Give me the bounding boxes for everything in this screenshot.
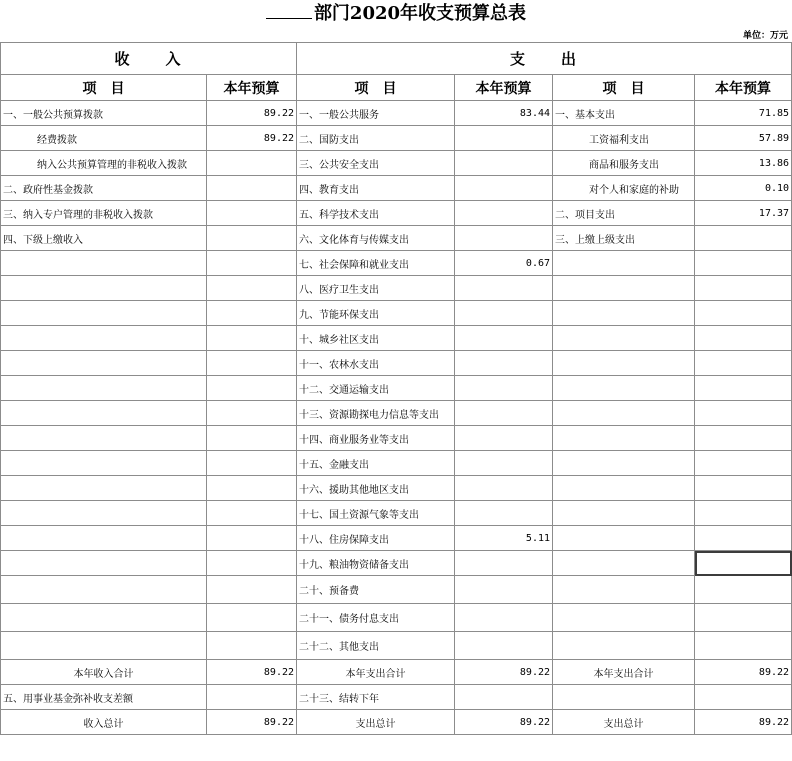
table-row — [1, 151, 792, 176]
income-item-cell[interactable]: 一、一般公共预算拨款 — [1, 101, 207, 126]
income-budget-cell[interactable] — [207, 426, 297, 451]
income-grand-value[interactable]: 89.22 — [207, 710, 297, 735]
expense-item-cell[interactable]: 二十、预备费 — [297, 576, 455, 604]
expense-grand-label[interactable]: 支出总计 — [297, 710, 455, 735]
expense-grand2-value[interactable]: 89.22 — [695, 710, 792, 735]
income-year-total-value[interactable]: 89.22 — [207, 660, 297, 685]
expense-econ-budget-cell[interactable] — [695, 226, 792, 251]
income-budget-cell[interactable] — [207, 376, 297, 401]
expense-item-cell[interactable]: 一、一般公共服务 — [297, 101, 455, 126]
income-budget-cell[interactable] — [207, 632, 297, 660]
expense-econ-budget-cell[interactable]: 57.89 — [695, 126, 792, 151]
expense-item-cell[interactable]: 四、教育支出 — [297, 176, 455, 201]
income-item-cell[interactable] — [1, 276, 207, 301]
expense-header[interactable]: 支 出 — [297, 43, 792, 75]
expense-econ-budget-cell[interactable] — [695, 501, 792, 526]
expense-item-cell[interactable]: 二、国防支出 — [297, 126, 455, 151]
expense-econ-budget-cell[interactable]: 13.86 — [695, 151, 792, 176]
expense-budget-cell[interactable] — [455, 126, 553, 151]
expense-econ-budget-cell[interactable] — [695, 576, 792, 604]
expense-item-cell[interactable]: 二十二、其他支出 — [297, 632, 455, 660]
expense-econ-budget-cell[interactable]: 0.10 — [695, 176, 792, 201]
expense-budget-cell[interactable] — [455, 226, 553, 251]
expense-econ-budget-cell[interactable] — [695, 426, 792, 451]
expense-econ-item-cell[interactable]: 二、项目支出 — [553, 201, 695, 226]
expense-item-cell[interactable]: 七、社会保障和就业支出 — [297, 251, 455, 276]
income-budget-cell[interactable] — [207, 276, 297, 301]
expense-econ-item-cell[interactable] — [553, 632, 695, 660]
col-item-income[interactable]: 项 目 — [1, 75, 207, 101]
expense-budget-cell[interactable] — [455, 326, 553, 351]
empty-cell[interactable] — [553, 685, 695, 710]
table-row — [1, 226, 792, 251]
income-budget-cell[interactable] — [207, 226, 297, 251]
table-row — [1, 301, 792, 326]
title-text: 部门2020年收支预算总表 — [313, 3, 527, 24]
income-item-cell[interactable] — [1, 301, 207, 326]
table-row — [1, 426, 792, 451]
income-item-cell[interactable]: 经费拨款 — [1, 126, 207, 151]
expense-econ-item-cell[interactable] — [553, 451, 695, 476]
income-budget-cell[interactable] — [207, 151, 297, 176]
income-budget-cell[interactable] — [207, 326, 297, 351]
expense-econ-item-cell[interactable]: 一、基本支出 — [553, 101, 695, 126]
expense-econ-budget-cell[interactable] — [695, 326, 792, 351]
expense-econ-budget-cell[interactable] — [695, 401, 792, 426]
table-row — [1, 326, 792, 351]
expense-econ-budget-cell[interactable]: 71.85 — [695, 101, 792, 126]
expense-item-cell[interactable]: 十六、援助其他地区支出 — [297, 476, 455, 501]
table-row — [1, 251, 792, 276]
income-budget-cell[interactable] — [207, 476, 297, 501]
table-row — [1, 551, 792, 576]
table-row — [1, 401, 792, 426]
income-budget-cell[interactable] — [207, 526, 297, 551]
expense-econ-item-cell[interactable]: 三、上缴上级支出 — [553, 226, 695, 251]
expense-budget-cell[interactable] — [455, 276, 553, 301]
expense-budget-cell[interactable] — [455, 176, 553, 201]
expense-budget-cell[interactable] — [455, 451, 553, 476]
income-budget-cell[interactable] — [207, 551, 297, 576]
income-budget-cell[interactable] — [207, 401, 297, 426]
carry-in-value[interactable] — [207, 685, 297, 710]
income-budget-cell[interactable] — [207, 501, 297, 526]
expense-year-total-value[interactable]: 89.22 — [455, 660, 553, 685]
col-item-expense-econ[interactable]: 项 目 — [553, 75, 695, 101]
expense-item-cell[interactable]: 十一、农林水支出 — [297, 351, 455, 376]
income-budget-cell[interactable] — [207, 301, 297, 326]
income-item-cell[interactable]: 纳入公共预算管理的非税收入拨款 — [1, 151, 207, 176]
expense-econ-budget-cell[interactable] — [695, 476, 792, 501]
expense-econ-budget-cell[interactable] — [695, 632, 792, 660]
income-grand-label[interactable]: 收入总计 — [1, 710, 207, 735]
expense-econ-item-cell[interactable] — [553, 604, 695, 632]
expense-item-cell[interactable]: 六、文化体育与传媒支出 — [297, 226, 455, 251]
expense-year-total-label[interactable]: 本年支出合计 — [297, 660, 455, 685]
income-item-cell[interactable] — [1, 526, 207, 551]
income-item-cell[interactable] — [1, 351, 207, 376]
table-row — [1, 176, 792, 201]
expense-budget-cell[interactable] — [455, 151, 553, 176]
total-row-year — [1, 660, 792, 685]
expense-item-cell[interactable]: 十三、资源勘探电力信息等支出 — [297, 401, 455, 426]
expense-budget-cell[interactable] — [455, 401, 553, 426]
expense-econ-item-cell[interactable] — [553, 576, 695, 604]
table-row — [1, 526, 792, 551]
income-item-cell[interactable] — [1, 604, 207, 632]
expense-item-cell[interactable]: 十四、商业服务业等支出 — [297, 426, 455, 451]
expense-econ-item-cell[interactable]: 商品和服务支出 — [553, 151, 695, 176]
expense-budget-cell[interactable]: 83.44 — [455, 101, 553, 126]
expense-item-cell[interactable]: 九、节能环保支出 — [297, 301, 455, 326]
expense-econ-item-cell[interactable]: 对个人和家庭的补助 — [553, 176, 695, 201]
col-item-expense[interactable]: 项 目 — [297, 75, 455, 101]
expense-budget-cell[interactable] — [455, 201, 553, 226]
title-blank-line — [266, 0, 312, 19]
expense-econ-item-cell[interactable] — [553, 351, 695, 376]
expense-econ-item-cell[interactable] — [553, 526, 695, 551]
table-row — [1, 576, 792, 604]
expense-budget-cell[interactable] — [455, 476, 553, 501]
income-item-cell[interactable] — [1, 326, 207, 351]
expense-year-total2-label[interactable]: 本年支出合计 — [553, 660, 695, 685]
table-row — [1, 101, 792, 126]
income-budget-cell[interactable] — [207, 451, 297, 476]
income-budget-cell[interactable] — [207, 351, 297, 376]
income-budget-cell[interactable] — [207, 576, 297, 604]
expense-econ-item-cell[interactable] — [553, 276, 695, 301]
expense-budget-cell[interactable] — [455, 604, 553, 632]
expense-budget-cell[interactable] — [455, 632, 553, 660]
expense-budget-cell[interactable] — [455, 301, 553, 326]
expense-budget-cell[interactable]: 5.11 — [455, 526, 553, 551]
header-row-2 — [1, 75, 792, 101]
expense-econ-item-cell[interactable]: 工资福利支出 — [553, 126, 695, 151]
expense-item-cell[interactable]: 十五、金融支出 — [297, 451, 455, 476]
expense-item-cell[interactable]: 二十一、债务付息支出 — [297, 604, 455, 632]
expense-econ-budget-cell[interactable] — [695, 276, 792, 301]
grand-total-row — [1, 710, 792, 735]
income-item-cell[interactable] — [1, 632, 207, 660]
carry-row — [1, 685, 792, 710]
header-row-1 — [1, 43, 792, 75]
expense-item-cell[interactable]: 十九、粮油物资储备支出 — [297, 551, 455, 576]
income-budget-cell[interactable]: 89.22 — [207, 101, 297, 126]
expense-year-total2-value[interactable]: 89.22 — [695, 660, 792, 685]
expense-econ-item-cell[interactable] — [553, 401, 695, 426]
income-item-cell[interactable] — [1, 426, 207, 451]
col-budget-income[interactable]: 本年预算 — [207, 75, 297, 101]
unit-label: 单位：万元 — [742, 31, 788, 41]
expense-econ-budget-cell[interactable] — [695, 551, 792, 576]
expense-econ-item-cell[interactable] — [553, 426, 695, 451]
income-budget-cell[interactable] — [207, 176, 297, 201]
income-header[interactable]: 收 入 — [1, 43, 297, 75]
expense-econ-budget-cell[interactable] — [695, 604, 792, 632]
table-row — [1, 604, 792, 632]
income-item-cell[interactable] — [1, 251, 207, 276]
expense-econ-budget-cell[interactable] — [695, 251, 792, 276]
table-row — [1, 476, 792, 501]
expense-econ-budget-cell[interactable] — [695, 376, 792, 401]
budget-table — [0, 42, 792, 735]
table-row — [1, 276, 792, 301]
income-item-cell[interactable] — [1, 576, 207, 604]
income-budget-cell[interactable] — [207, 251, 297, 276]
carry-out-label[interactable]: 二十三、结转下年 — [297, 685, 455, 710]
income-item-cell[interactable] — [1, 451, 207, 476]
table-row — [1, 451, 792, 476]
expense-budget-cell[interactable] — [455, 426, 553, 451]
income-budget-cell[interactable] — [207, 604, 297, 632]
income-item-cell[interactable]: 二、政府性基金拨款 — [1, 176, 207, 201]
expense-econ-item-cell[interactable] — [553, 476, 695, 501]
income-budget-cell[interactable] — [207, 201, 297, 226]
income-item-cell[interactable] — [1, 501, 207, 526]
col-budget-expense-econ[interactable]: 本年预算 — [695, 75, 792, 101]
table-row — [1, 126, 792, 151]
income-item-cell[interactable] — [1, 551, 207, 576]
income-year-total-label[interactable]: 本年收入合计 — [1, 660, 207, 685]
expense-item-cell[interactable]: 十八、住房保障支出 — [297, 526, 455, 551]
income-item-cell[interactable]: 三、纳入专户管理的非税收入拨款 — [1, 201, 207, 226]
expense-econ-item-cell[interactable] — [553, 301, 695, 326]
expense-grand2-label[interactable]: 支出总计 — [553, 710, 695, 735]
table-row — [1, 501, 792, 526]
empty-cell[interactable] — [695, 685, 792, 710]
expense-econ-item-cell[interactable] — [553, 501, 695, 526]
expense-econ-item-cell[interactable] — [553, 376, 695, 401]
expense-budget-cell[interactable] — [455, 376, 553, 401]
expense-item-cell[interactable]: 三、公共安全支出 — [297, 151, 455, 176]
page-title — [0, 0, 792, 28]
income-item-cell[interactable] — [1, 476, 207, 501]
expense-budget-cell[interactable] — [455, 501, 553, 526]
expense-econ-budget-cell[interactable]: 17.37 — [695, 201, 792, 226]
income-item-cell[interactable]: 四、下级上缴收入 — [1, 226, 207, 251]
expense-item-cell[interactable]: 十七、国土资源气象等支出 — [297, 501, 455, 526]
expense-econ-item-cell[interactable] — [553, 551, 695, 576]
expense-budget-cell[interactable]: 0.67 — [455, 251, 553, 276]
expense-econ-budget-cell[interactable] — [695, 301, 792, 326]
carry-in-label[interactable]: 五、用事业基金弥补收支差额 — [1, 685, 207, 710]
table-row — [1, 632, 792, 660]
expense-item-cell[interactable]: 五、科学技术支出 — [297, 201, 455, 226]
expense-budget-cell[interactable] — [455, 351, 553, 376]
carry-out-value[interactable] — [455, 685, 553, 710]
expense-budget-cell[interactable] — [455, 551, 553, 576]
expense-item-cell[interactable]: 八、医疗卫生支出 — [297, 276, 455, 301]
table-row — [1, 376, 792, 401]
table-row — [1, 351, 792, 376]
income-budget-cell[interactable]: 89.22 — [207, 126, 297, 151]
col-budget-expense[interactable]: 本年预算 — [455, 75, 553, 101]
income-item-cell[interactable] — [1, 376, 207, 401]
expense-econ-budget-cell[interactable] — [695, 526, 792, 551]
expense-item-cell[interactable]: 十、城乡社区支出 — [297, 326, 455, 351]
expense-econ-budget-cell[interactable] — [695, 451, 792, 476]
expense-item-cell[interactable]: 十二、交通运输支出 — [297, 376, 455, 401]
table-row — [1, 201, 792, 226]
expense-econ-budget-cell[interactable] — [695, 351, 792, 376]
expense-econ-item-cell[interactable] — [553, 326, 695, 351]
income-item-cell[interactable] — [1, 401, 207, 426]
expense-grand-value[interactable]: 89.22 — [455, 710, 553, 735]
expense-budget-cell[interactable] — [455, 576, 553, 604]
expense-econ-item-cell[interactable] — [553, 251, 695, 276]
